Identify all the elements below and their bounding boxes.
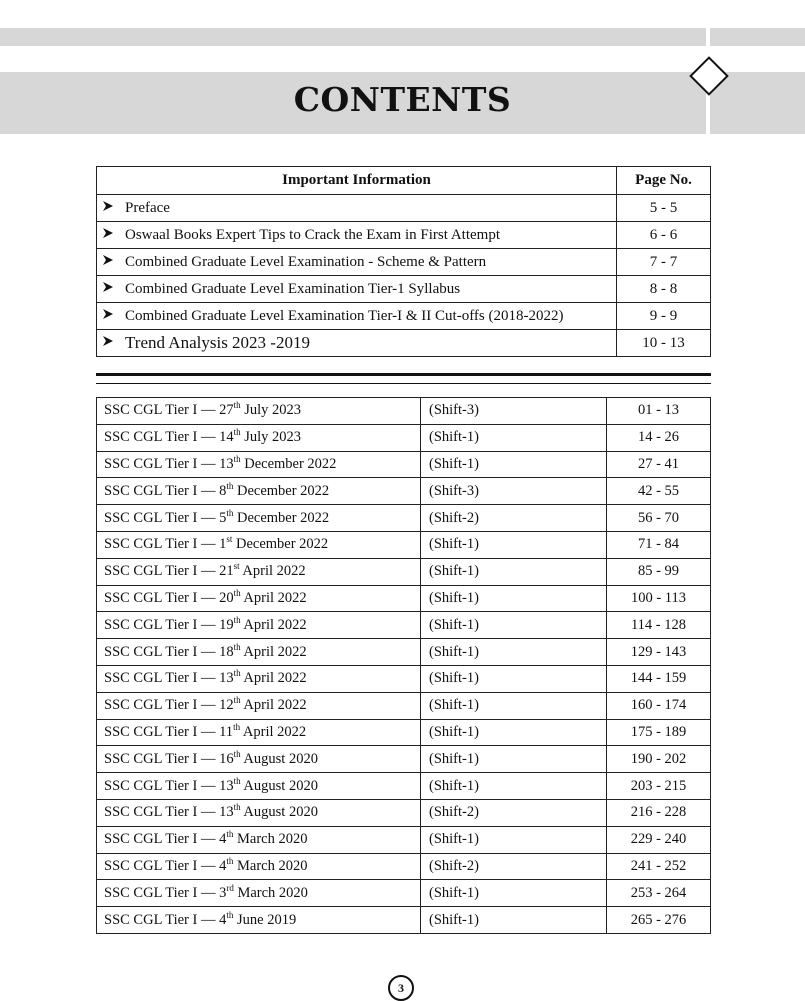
arrow-bullet-icon: [97, 330, 120, 357]
paper-day: 21: [219, 563, 234, 580]
paper-row: [97, 773, 711, 800]
paper-title: [97, 505, 421, 532]
info-row-label: Oswaal Books Expert Tips to Crack the Exam in First Attempt: [119, 222, 617, 249]
important-info-table: [96, 166, 711, 357]
paper-row: [97, 585, 711, 612]
paper-date-rest: April 2022: [240, 697, 307, 714]
paper-prefix: SSC CGL Tier I —: [104, 563, 220, 580]
paper-day: 14: [219, 429, 234, 446]
paper-row: [97, 719, 711, 746]
info-row-pages: 9 - 9: [617, 303, 711, 330]
paper-day: 13: [219, 804, 234, 821]
paper-row: [97, 612, 711, 639]
paper-day: 4: [219, 857, 227, 874]
paper-pages: 175 - 189: [607, 719, 711, 746]
paper-day: 20: [219, 589, 234, 606]
paper-shift: (Shift-2): [421, 799, 607, 826]
paper-title: [97, 585, 421, 612]
paper-title: [97, 451, 421, 478]
paper-pages: 241 - 252: [607, 853, 711, 880]
paper-row: [97, 746, 711, 773]
paper-prefix: SSC CGL Tier I —: [104, 723, 220, 740]
paper-day: 13: [219, 670, 234, 687]
paper-date-rest: June 2019: [233, 911, 297, 928]
section-divider-thick: [96, 373, 711, 376]
page-column-header: Page No.: [617, 167, 711, 195]
paper-row: [97, 853, 711, 880]
paper-shift: (Shift-1): [421, 746, 607, 773]
paper-day-suffix: th: [226, 909, 234, 920]
arrow-bullet-icon: [97, 276, 120, 303]
paper-title: [97, 773, 421, 800]
paper-shift: (Shift-1): [421, 880, 607, 907]
info-row: [97, 276, 711, 303]
paper-pages: 85 - 99: [607, 558, 711, 585]
paper-title: [97, 531, 421, 558]
arrow-bullet-icon: [97, 195, 120, 222]
paper-date-rest: March 2020: [233, 857, 308, 874]
paper-shift: (Shift-1): [421, 773, 607, 800]
paper-prefix: SSC CGL Tier I —: [104, 857, 220, 874]
info-row-pages: 8 - 8: [617, 276, 711, 303]
paper-pages: 129 - 143: [607, 639, 711, 666]
paper-pages: 160 - 174: [607, 692, 711, 719]
paper-pages: 56 - 70: [607, 505, 711, 532]
info-row: [97, 195, 711, 222]
paper-title: [97, 746, 421, 773]
paper-title: [97, 478, 421, 505]
paper-date-rest: December 2022: [240, 455, 337, 472]
paper-row: [97, 692, 711, 719]
paper-row: [97, 531, 711, 558]
paper-row: [97, 451, 711, 478]
arrow-bullet-icon: [97, 249, 120, 276]
paper-shift: (Shift-3): [421, 398, 607, 425]
paper-row: [97, 826, 711, 853]
paper-shift: (Shift-1): [421, 907, 607, 934]
paper-pages: 190 - 202: [607, 746, 711, 773]
info-row: [97, 222, 711, 249]
paper-title: [97, 612, 421, 639]
paper-day: 13: [219, 455, 234, 472]
paper-row: [97, 880, 711, 907]
paper-date-rest: March 2020: [233, 884, 308, 901]
paper-day-suffix: th: [233, 588, 241, 599]
paper-pages: 144 - 159: [607, 665, 711, 692]
paper-shift: (Shift-1): [421, 639, 607, 666]
paper-shift: (Shift-2): [421, 505, 607, 532]
paper-shift: (Shift-1): [421, 531, 607, 558]
paper-title: [97, 692, 421, 719]
paper-day-suffix: th: [233, 775, 241, 786]
paper-day-suffix: th: [226, 507, 234, 518]
paper-day-suffix: rd: [226, 882, 234, 893]
paper-shift: (Shift-1): [421, 612, 607, 639]
paper-title: [97, 880, 421, 907]
paper-prefix: SSC CGL Tier I —: [104, 804, 220, 821]
paper-day-suffix: th: [233, 748, 241, 759]
paper-day: 1: [219, 536, 227, 553]
paper-prefix: SSC CGL Tier I —: [104, 884, 220, 901]
paper-pages: 14 - 26: [607, 424, 711, 451]
paper-row: [97, 424, 711, 451]
paper-shift: (Shift-1): [421, 826, 607, 853]
paper-date-rest: August 2020: [240, 777, 318, 794]
paper-day: 16: [219, 750, 234, 767]
paper-row: [97, 639, 711, 666]
page-number: 3: [388, 975, 414, 1001]
paper-date-rest: July 2023: [240, 402, 302, 419]
paper-prefix: SSC CGL Tier I —: [104, 402, 220, 419]
paper-pages: 42 - 55: [607, 478, 711, 505]
paper-shift: (Shift-1): [421, 692, 607, 719]
paper-prefix: SSC CGL Tier I —: [104, 697, 220, 714]
info-header-row: [97, 167, 711, 195]
paper-shift: (Shift-1): [421, 558, 607, 585]
paper-shift: (Shift-1): [421, 719, 607, 746]
paper-day-suffix: st: [226, 534, 233, 545]
paper-pages: 114 - 128: [607, 612, 711, 639]
paper-prefix: SSC CGL Tier I —: [104, 911, 220, 928]
info-row-pages: 5 - 5: [617, 195, 711, 222]
paper-day-suffix: th: [233, 722, 241, 733]
page-title: CONTENTS: [293, 80, 512, 119]
info-table-body: [97, 195, 711, 357]
paper-day: 12: [219, 697, 234, 714]
info-row-label: Combined Graduate Level Examination - Scheme & Pattern: [119, 249, 617, 276]
info-row-label: Combined Graduate Level Examination Tier-I & II Cut-offs (2018-2022): [119, 303, 617, 330]
paper-day: 5: [219, 509, 227, 526]
paper-day-suffix: th: [226, 829, 234, 840]
paper-date-rest: December 2022: [232, 536, 329, 553]
paper-day-suffix: th: [233, 454, 241, 465]
paper-title: [97, 558, 421, 585]
paper-day: 11: [219, 723, 234, 740]
arrow-bullet-icon: [97, 222, 120, 249]
info-row-pages: 6 - 6: [617, 222, 711, 249]
paper-pages: 253 - 264: [607, 880, 711, 907]
paper-title: [97, 639, 421, 666]
paper-day-suffix: th: [226, 480, 234, 491]
paper-title: [97, 424, 421, 451]
papers-table-body: [97, 398, 711, 934]
paper-shift: (Shift-1): [421, 424, 607, 451]
paper-row: [97, 907, 711, 934]
paper-row: [97, 505, 711, 532]
paper-pages: 265 - 276: [607, 907, 711, 934]
paper-shift: (Shift-1): [421, 585, 607, 612]
paper-prefix: SSC CGL Tier I —: [104, 429, 220, 446]
paper-date-rest: April 2022: [240, 643, 307, 660]
paper-prefix: SSC CGL Tier I —: [104, 589, 220, 606]
arrow-bullet-icon: [97, 303, 120, 330]
paper-shift: (Shift-2): [421, 853, 607, 880]
info-row: [97, 330, 711, 357]
info-row-label: Preface: [119, 195, 617, 222]
paper-row: [97, 799, 711, 826]
paper-day-suffix: st: [233, 561, 240, 572]
paper-day-suffix: th: [233, 668, 241, 679]
paper-day: 19: [219, 616, 234, 633]
paper-shift: (Shift-1): [421, 451, 607, 478]
paper-date-rest: August 2020: [240, 750, 318, 767]
paper-day-suffix: th: [233, 802, 241, 813]
paper-prefix: SSC CGL Tier I —: [104, 482, 220, 499]
paper-pages: 203 - 215: [607, 773, 711, 800]
paper-date-rest: April 2022: [240, 589, 307, 606]
info-column-header: Important Information: [97, 167, 617, 195]
paper-title: [97, 826, 421, 853]
paper-date-rest: August 2020: [240, 804, 318, 821]
paper-day-suffix: th: [233, 641, 241, 652]
info-row-pages: 7 - 7: [617, 249, 711, 276]
paper-prefix: SSC CGL Tier I —: [104, 831, 220, 848]
paper-row: [97, 558, 711, 585]
info-row-label: Trend Analysis 2023 -2019: [119, 330, 617, 357]
paper-row: [97, 398, 711, 425]
paper-date-rest: April 2022: [240, 670, 307, 687]
paper-title: [97, 398, 421, 425]
paper-prefix: SSC CGL Tier I —: [104, 509, 220, 526]
paper-day: 8: [219, 482, 227, 499]
paper-title: [97, 719, 421, 746]
papers-table: [96, 397, 711, 934]
paper-prefix: SSC CGL Tier I —: [104, 750, 220, 767]
paper-day-suffix: th: [233, 695, 241, 706]
paper-day: 18: [219, 643, 234, 660]
paper-row: [97, 478, 711, 505]
paper-prefix: SSC CGL Tier I —: [104, 643, 220, 660]
section-divider-thin: [96, 383, 711, 384]
paper-pages: 229 - 240: [607, 826, 711, 853]
header-band-top: [0, 28, 805, 46]
paper-prefix: SSC CGL Tier I —: [104, 670, 220, 687]
paper-shift: (Shift-3): [421, 478, 607, 505]
paper-title: [97, 799, 421, 826]
paper-pages: 100 - 113: [607, 585, 711, 612]
paper-day-suffix: th: [233, 400, 241, 411]
paper-pages: 27 - 41: [607, 451, 711, 478]
paper-shift: (Shift-1): [421, 665, 607, 692]
paper-pages: 216 - 228: [607, 799, 711, 826]
info-row: [97, 303, 711, 330]
paper-date-rest: March 2020: [233, 831, 308, 848]
paper-prefix: SSC CGL Tier I —: [104, 777, 220, 794]
paper-day: 27: [219, 402, 234, 419]
paper-date-rest: December 2022: [233, 482, 330, 499]
paper-date-rest: April 2022: [240, 616, 307, 633]
paper-day: 4: [219, 911, 227, 928]
paper-row: [97, 665, 711, 692]
paper-day-suffix: th: [233, 427, 241, 438]
paper-pages: 71 - 84: [607, 531, 711, 558]
paper-day: 13: [219, 777, 234, 794]
paper-day: 3: [219, 884, 227, 901]
paper-date-rest: December 2022: [233, 509, 330, 526]
paper-prefix: SSC CGL Tier I —: [104, 536, 220, 553]
paper-date-rest: April 2022: [240, 723, 307, 740]
paper-prefix: SSC CGL Tier I —: [104, 616, 220, 633]
paper-title: [97, 853, 421, 880]
paper-title: [97, 665, 421, 692]
paper-date-rest: July 2023: [240, 429, 302, 446]
paper-title: [97, 907, 421, 934]
paper-pages: 01 - 13: [607, 398, 711, 425]
paper-day-suffix: th: [226, 856, 234, 867]
info-row-pages: 10 - 13: [617, 330, 711, 357]
info-row-label: Combined Graduate Level Examination Tier-1 Syllabus: [119, 276, 617, 303]
paper-day: 4: [219, 831, 227, 848]
paper-prefix: SSC CGL Tier I —: [104, 455, 220, 472]
paper-day-suffix: th: [233, 614, 241, 625]
info-row: [97, 249, 711, 276]
paper-date-rest: April 2022: [239, 563, 306, 580]
